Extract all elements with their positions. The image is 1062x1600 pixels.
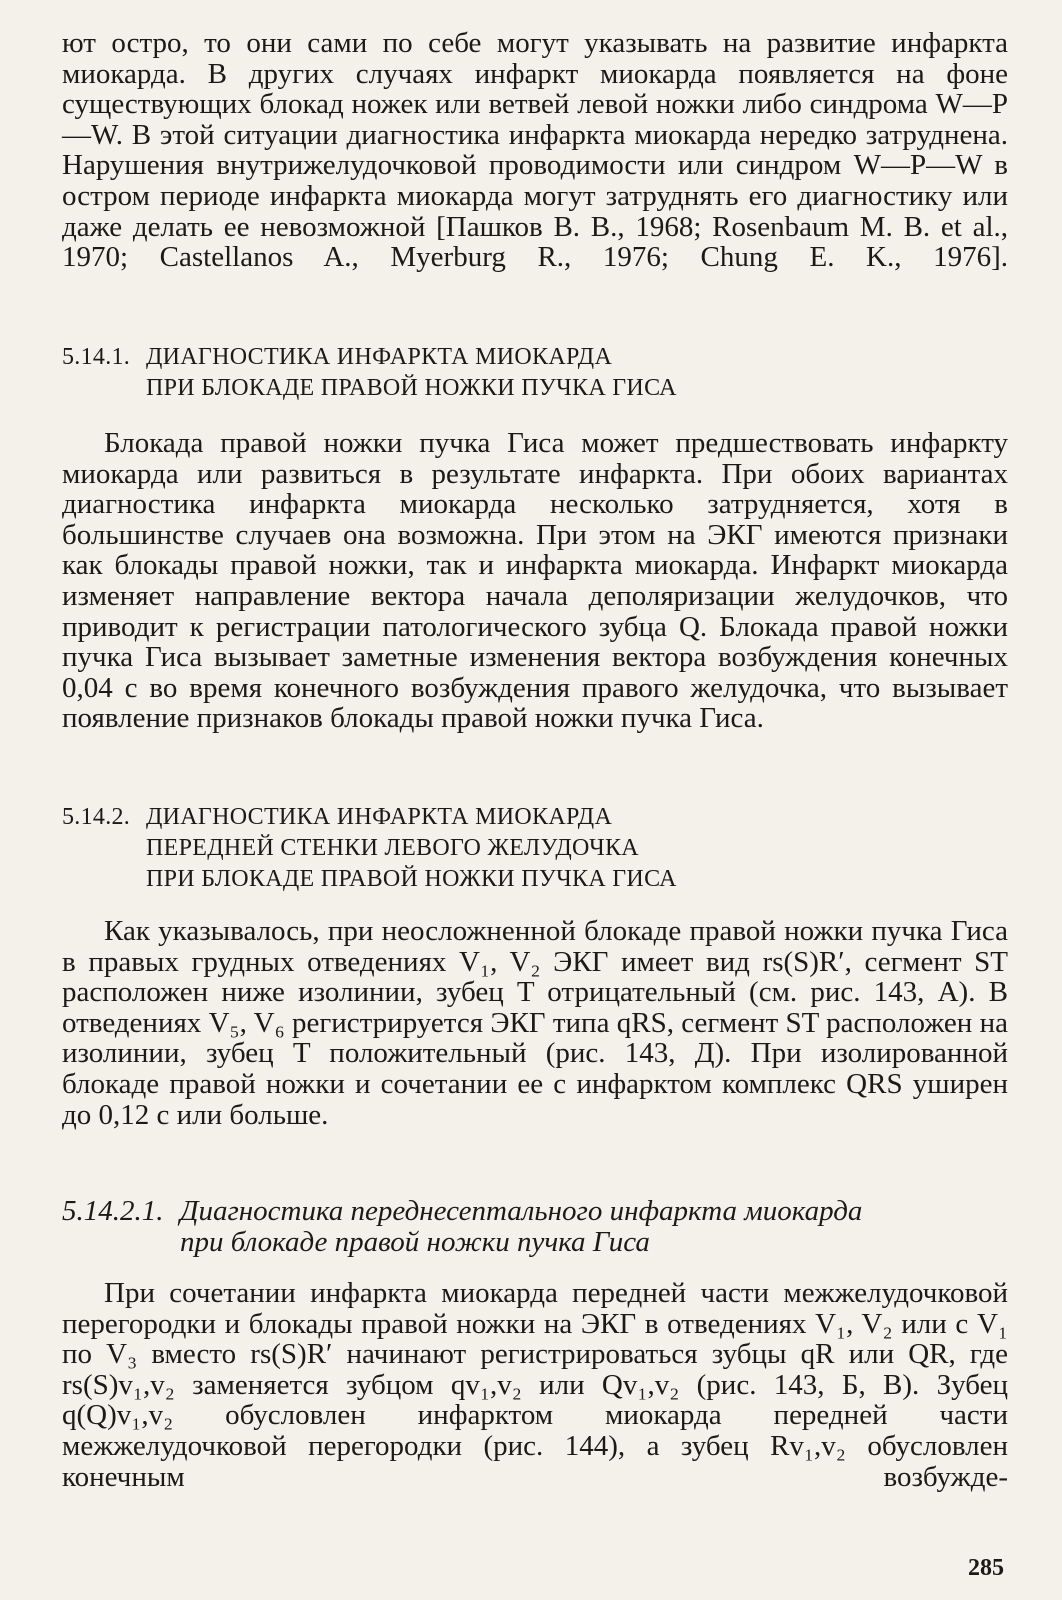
intro-paragraph: ют остро, то они сами по себе могут указывать на развитие инфаркта миокарда. В других случаях инфаркт миокарда появляется на фоне существующих блокад ножек или ветвей левой ножки либо синдрома W—P—W. В этой ситуации диагностика инфаркта миокарда нередко затруднена. Нарушения внутрижелудочковой проводимости или синдром W—P—W в остром периоде инфаркта миокарда могут затруднять его диагностику или даже делать ее невозможной [Пашков В. В., 1968; Rosenbaum M. B. et al., 1970; Castellanos A., Myerburg R., 1976; Chung E. K., 1976]. (62, 27, 1008, 274)
section-title-line: ДИАГНОСТИКА ИНФАРКТА МИОКАРДА (146, 344, 613, 370)
section-title-line: ПРИ БЛОКАДЕ ПРАВОЙ НОЖКИ ПУЧКА ГИСА (146, 866, 677, 892)
section-paragraph: При сочетании инфаркта миокарда передней части межжелудочковой перегородки и блокады правой ножки на ЭКГ в отведениях V₁, V₂ или с V₁ по V₃ вместо rs(S)R′ начинают регистрироваться зубцы qR или QR, где rs(S)v₁,v₂ заменяется зубцом qv₁,v₂ или Qv₁,v₂ (рис. 143, Б, В). Зубец q(Q)v₁,v₂ обусловлен инфарктом миокарда передней части межжелудочковой перегородки (рис. 144), а зубец Rv₁,v₂ обусловлен конечным возбужде- (62, 1277, 1008, 1493)
section-title-line: Диагностика переднесептального инфаркта миокарда (180, 1195, 863, 1227)
section-title-line: ДИАГНОСТИКА ИНФАРКТА МИОКАРДА (146, 804, 613, 830)
section-paragraph: Как указывалось, при неосложненной блокаде правой ножки пучка Гиса в правых грудных отведениях V₁, V₂ ЭКГ имеет вид rs(S)R′, сегмент ST расположен ниже изолинии, зубец T отрицательный (см. рис. 143, А). В отведениях V₅, V₆ регистрируется ЭКГ типа qRS, сегмент ST расположен на изолинии, зубец T положительный (рис. 143, Д). При изолированной блокаде правой ножки и сочетании ее с инфарктом комплекс QRS уширен до 0,12 с или больше. (62, 915, 1008, 1131)
section-paragraph: Блокада правой ножки пучка Гиса может предшествовать инфаркту миокарда или развиться в результате инфаркта. При обоих вариантах диагностика инфаркта миокарда несколько затрудняется, хотя в большинстве случаев она возможна. При этом на ЭКГ имеются признаки как блокады правой ножки, так и инфаркта миокарда. Инфаркт миокарда изменяет направление вектора начала деполяризации желудочков, что приводит к регистрации патологического зубца Q. Блокада правой ножки пучка Гиса вызывает заметные изменения вектора возбуждения конечных 0,04 с во время конечного возбуждения правого желудочка, что вызывает появление признаков блокады правой ножки пучка Гиса. (62, 427, 1008, 735)
section-heading-5-14-2 (62, 802, 1008, 895)
section-number: 5.14.2.1. (62, 1195, 164, 1227)
page-number: 285 (968, 1555, 1004, 1581)
section-title-line: ПЕРЕДНЕЙ СТЕНКИ ЛЕВОГО ЖЕЛУДОЧКА (146, 835, 639, 861)
section-title-line: ПРИ БЛОКАДЕ ПРАВОЙ НОЖКИ ПУЧКА ГИСА (146, 375, 677, 401)
section-number: 5.14.2. (62, 804, 131, 830)
section-heading-5-14-1 (62, 342, 1008, 404)
subsection-heading-5-14-2-1 (62, 1196, 1008, 1258)
section-title-line: при блокаде правой ножки пучка Гиса (180, 1226, 650, 1258)
section-number: 5.14.1. (62, 344, 131, 370)
